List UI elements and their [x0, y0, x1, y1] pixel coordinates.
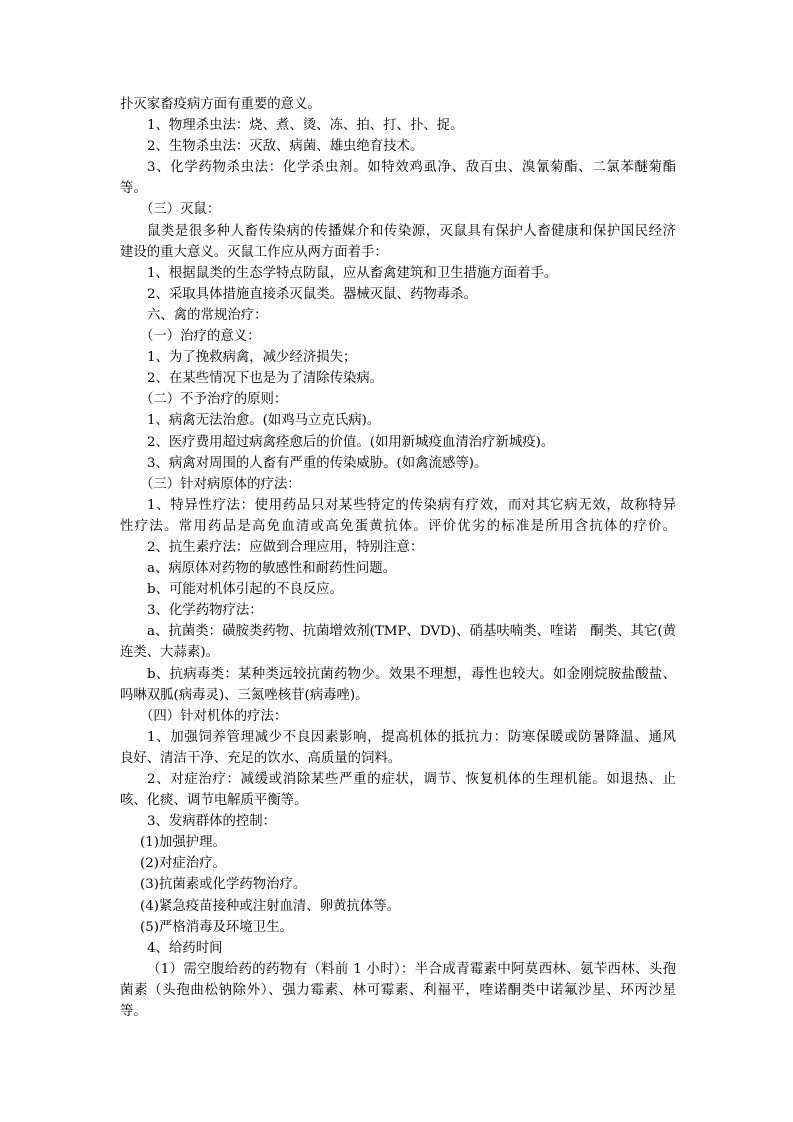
text-line: 菌素（头孢曲松钠除外）、强力霉素、林可霉素、利福平，喹诺酮类中诺氟沙星、环丙沙星 [120, 982, 676, 998]
text-line: 性疗法。常用药品是高免血清或高免蛋黄抗体。评价优劣的标准是所用含抗体的疗价。 [120, 518, 676, 534]
text-line: （四）针对机体的疗法： [140, 708, 288, 724]
text-line: (5)严格消毒及环境卫生。 [140, 919, 293, 935]
text-line: （三）针对病原体的疗法： [140, 476, 301, 492]
text-line: 4、给药时间 [147, 940, 223, 956]
text-line: 1、病禽无法治愈。(如鸡马立克氏病)。 [147, 413, 381, 429]
text-line: b、抗病毒类：某种类远较抗菌药物少。效果不理想，毒性也较大。如金刚烷胺盐酸盐、 [147, 666, 676, 682]
text-line: b、可能对机体引起的不良反应。 [147, 582, 344, 598]
text-line: （二）不予治疗的原则： [140, 392, 288, 408]
text-line: 1、加强饲养管理减少不良因素影响，提高机体的抵抗力：防寒保暖或防暑降温、通风 [147, 729, 676, 745]
text-line: 等。 [120, 181, 147, 197]
text-line: 1、特异性疗法：使用药品只对某些特定的传染病有疗效，而对其它病无效，故称特异 [147, 497, 676, 513]
text-line: a、病原体对药物的敏感性和耐药性问题。 [147, 561, 397, 577]
text-line: (1)加强护理。 [140, 835, 226, 851]
text-line: (4)紧急疫苗接种或注射血清、卵黄抗体等。 [140, 898, 400, 914]
text-line: 3、发病群体的控制： [147, 814, 277, 830]
text-line: 2、对症治疗：减缓或消除某些严重的症状，调节、恢复机体的生理机能。如退热、止 [147, 772, 676, 787]
text-line: 良好、清洁干净、充足的饮水、高质量的饲料。 [120, 750, 402, 766]
text-line: （一）治疗的意义： [140, 329, 261, 345]
text-line: 2、医疗费用超过病禽痊愈后的价值。(如用新城疫血清治疗新城疫)。 [147, 434, 555, 450]
text-line: 2、生物杀虫法：灭敌、病菌、雄虫绝育技术。 [147, 139, 424, 155]
text-line: (2)对症治疗。 [140, 856, 226, 872]
document-page [120, 94, 676, 1022]
text-line: (3)抗菌素或化学药物治疗。 [140, 877, 307, 893]
text-line: 2、采取具体措施直接杀灭鼠类。器械灭鼠、药物毒杀。 [147, 286, 477, 302]
text-line: 1、为了挽救病禽，减少经济损失； [147, 350, 357, 366]
text-line: （三）灭鼠： [140, 202, 221, 218]
text-line: 3、化学药物疗法： [147, 603, 263, 619]
text-line: 咳、化痰、调节电解质平衡等。 [120, 793, 308, 809]
text-line: 扑灭家畜疫病方面有重要的意义。 [120, 97, 321, 112]
text-line: 鼠类是很多种人畜传染病的传播媒介和传染源，灭鼠具有保护人畜健康和保护国民经济 [147, 223, 676, 239]
text-line: 吗啉双胍(病毒灵)、三氮唑核苷(病毒唑)。 [120, 687, 369, 703]
text-line: 1、物理杀虫法：烧、煮、烫、冻、拍、打、扑、捉。 [147, 118, 464, 134]
text-line: 等。 [120, 1004, 147, 1020]
text-line: a、抗菌类：磺胺类药物、抗菌增效剂(TMP、DVD)、硝基呋喃类、喹诺 酮类、其它(黄 [147, 624, 676, 640]
text-line: 2、在某些情况下也是为了清除传染病。 [147, 371, 384, 387]
text-line: 建设的重大意义。灭鼠工作应从两方面着手： [120, 244, 388, 260]
text-line: 3、病禽对周围的人畜有严重的传染威胁。(如禽流感等)。 [147, 455, 488, 471]
text-line: 2、抗生素疗法：应做到合理应用，特别注意： [147, 539, 424, 555]
text-line: 3、化学药物杀虫法：化学杀虫剂。如特效鸡虱净、敌百虫、溴氰菊酯、二氯苯醚菊酯 [147, 160, 676, 176]
text-line: 1、根据鼠类的生态学特点防鼠，应从畜禽建筑和卫生措施方面着手。 [147, 265, 558, 281]
text-line: （1）需空腹给药的药物有（料前 1 小时）：半合成青霉素中阿莫西林、氨苄西林、头孢 [147, 961, 676, 977]
text-line: 六、禽的常规治疗： [147, 307, 268, 323]
text-line: 连类、大蒜素)。 [120, 645, 219, 661]
